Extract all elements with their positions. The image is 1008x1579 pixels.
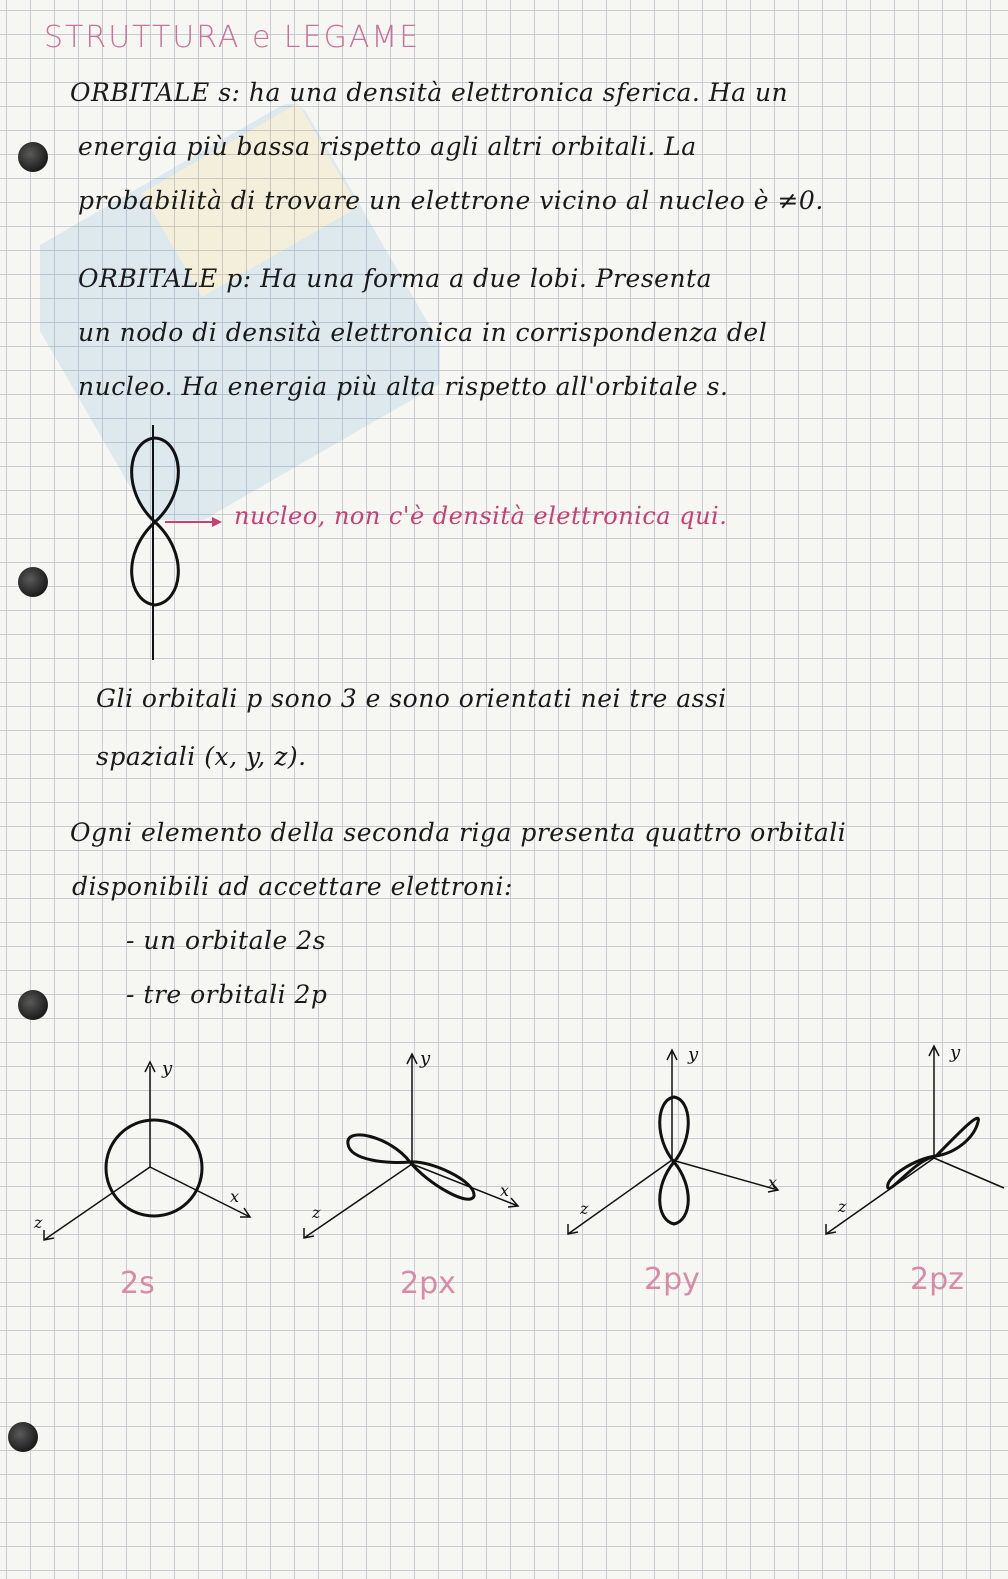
text-line: Ogni elemento della seconda riga presenta quattro orbitali xyxy=(70,818,847,847)
p-orbital-diagram xyxy=(0,420,900,670)
x-axis-label: x xyxy=(230,1187,240,1206)
list-item: - tre orbitali 2p xyxy=(126,980,328,1009)
text-line: ORBITALE p: Ha una forma a due lobi. Presenta xyxy=(78,264,712,293)
y-axis-label: y xyxy=(688,1044,699,1065)
text-line: spaziali (x, y, z). xyxy=(96,742,307,771)
z-axis-label: z xyxy=(580,1199,589,1218)
binder-hole xyxy=(18,990,48,1020)
binder-hole xyxy=(8,1422,38,1452)
page-title: STRUTTURA e LEGAME xyxy=(44,20,421,55)
y-axis-label: y xyxy=(162,1058,173,1079)
binder-hole xyxy=(18,142,48,172)
text-line: nucleo. Ha energia più alta rispetto all'orbitale s. xyxy=(78,372,729,401)
orbital-2px-diagram xyxy=(290,1046,530,1246)
y-axis-label: y xyxy=(420,1048,431,1069)
orbital-2s-diagram xyxy=(30,1052,270,1252)
x-axis-label: x xyxy=(768,1173,778,1192)
list-item: - un orbitale 2s xyxy=(126,926,326,955)
orbital-2pz-diagram xyxy=(816,1038,1006,1238)
y-axis-label: y xyxy=(950,1042,961,1063)
text-line: Gli orbitali p sono 3 e sono orientati nei tre assi xyxy=(96,684,727,713)
orbital-label-2pz: 2pz xyxy=(910,1262,964,1297)
orbital-2py-diagram xyxy=(560,1042,800,1242)
x-axis-label: x xyxy=(500,1181,510,1200)
text-line: ORBITALE s: ha una densità elettronica sferica. Ha un xyxy=(70,78,789,107)
orbital-label-2py: 2py xyxy=(644,1262,700,1297)
orbital-label-2s: 2s xyxy=(120,1266,155,1301)
text-line: energia più bassa rispetto agli altri orbitali. La xyxy=(78,132,697,161)
nucleus-annotation: nucleo, non c'è densità elettronica qui. xyxy=(234,502,728,530)
z-axis-label: z xyxy=(312,1203,321,1222)
z-axis-label: z xyxy=(34,1213,43,1232)
text-line: probabilità di trovare un elettrone vicino al nucleo è ≠0. xyxy=(78,186,824,215)
z-axis-label: z xyxy=(838,1197,847,1216)
text-line: un nodo di densità elettronica in corrispondenza del xyxy=(78,318,768,347)
orbital-label-2px: 2px xyxy=(400,1266,456,1301)
text-line: disponibili ad accettare elettroni: xyxy=(72,872,513,901)
